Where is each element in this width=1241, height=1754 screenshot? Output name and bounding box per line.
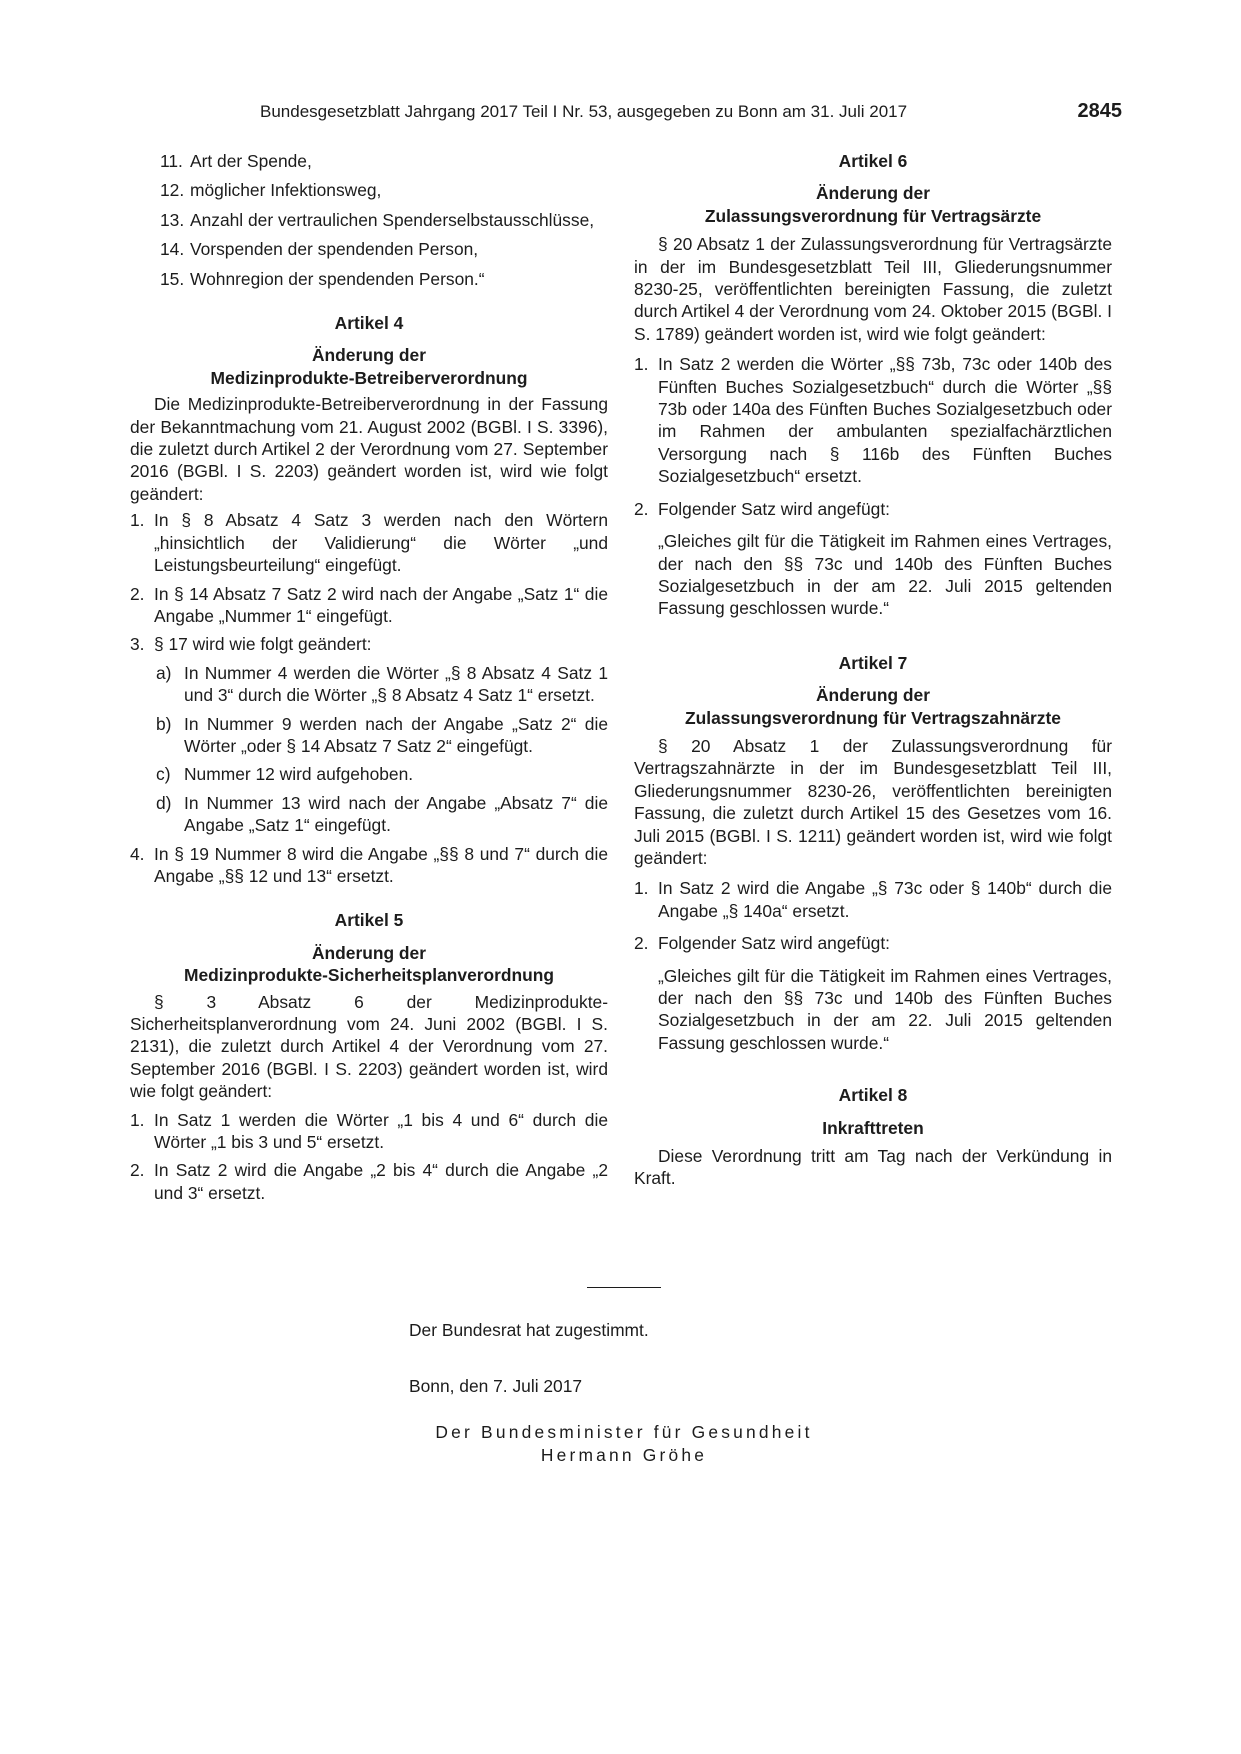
right-column xyxy=(634,150,1112,1190)
bundesrat-consent: Der Bundesrat hat zugestimmt. xyxy=(409,1320,649,1340)
article-heading: Inkrafttreten xyxy=(822,1117,924,1138)
article-5 xyxy=(130,909,608,1204)
article-intro: § 20 Absatz 1 der Zulassungsverordnung für Vertragszahnärzte in der im Bundesgesetzblatt Teil III, Gliederungsnummer 8230-26, veröffentlichten bereinigten Fassung, die zuletzt durch Artikel 15 des Gesetzes vom 16. Juli 2015 (BGBl. I S. 1211) geändert worden ist, wird wie folgt geändert: xyxy=(634,735,1112,868)
article-item xyxy=(130,1159,608,1204)
item-number: 1. xyxy=(634,878,649,899)
article-item xyxy=(634,353,1112,487)
article-title: Artikel 6 xyxy=(838,151,908,171)
article-4 xyxy=(130,312,608,887)
item-text: In Satz 1 werden die Wörter „1 bis 4 und 6“ durch die Wörter „1 bis 3 und 5“ ersetzt. xyxy=(154,1109,608,1153)
page-number: 2845 xyxy=(1077,100,1122,122)
continued-list xyxy=(130,150,608,290)
signer-name: Hermann Gröhe xyxy=(540,1445,708,1465)
subitem-letter: d) xyxy=(156,792,172,813)
subitem-text: In Nummer 13 wird nach der Angabe „Absatz 7“ die Angabe „Satz 1“ eingefügt. xyxy=(184,792,608,836)
item-text: In § 14 Absatz 7 Satz 2 wird nach der Angabe „Satz 1“ die Angabe „Nummer 1“ eingefügt. xyxy=(154,583,608,626)
item-number: 1. xyxy=(130,510,145,531)
article-heading-line1: Änderung der xyxy=(815,183,930,204)
subitem-letter: b) xyxy=(156,713,172,734)
item-number: 2. xyxy=(634,933,649,954)
article-text: Diese Verordnung tritt am Tag nach der Verkündung in Kraft. xyxy=(634,1146,1112,1189)
list-number: 14. xyxy=(160,239,185,260)
subitem-letter: a) xyxy=(156,662,172,683)
article-intro: Die Medizinprodukte-Betreiberverordnung in der Fassung der Bekanntmachung vom 21. August 2002 (BGBl. I S. 3396), die zuletzt durch Artikel 2 der Verordnung vom 27. September 2016 (BGBl. I S. 2203) geändert worden ist, wird wie folgt geändert: xyxy=(130,394,608,504)
item-number: 2. xyxy=(634,498,649,519)
article-subitem xyxy=(130,713,608,758)
article-item xyxy=(130,633,608,655)
list-text: Art der Spende, xyxy=(190,151,312,171)
item-number: 1. xyxy=(130,1109,145,1130)
left-column xyxy=(130,150,608,1204)
list-item xyxy=(130,209,608,231)
item-text: In Satz 2 werden die Wörter „§§ 73b, 73c oder 140b des Fünften Buches Sozialgesetzbuch“ durch die Wörter „§§ 73b oder 140a des Fünften Buches Sozialgesetzbuch oder im Rahmen der ambulanten spezialfachärztlichen Versorgung nach § 116b des Fünften Buches Sozialgesetzbuch“ ersetzt. xyxy=(658,354,1112,487)
list-text: Wohnregion der spendenden Person.“ xyxy=(190,268,485,289)
item-text: Folgender Satz wird angefügt: xyxy=(658,933,891,954)
article-title: Artikel 8 xyxy=(838,1085,908,1106)
article-item xyxy=(130,509,608,576)
article-intro: § 20 Absatz 1 der Zulassungsverordnung für Vertragsärzte in der im Bundesgesetzblatt Teil III, Gliederungsnummer 8230-25, veröffentlichten bereinigten Fassung, die zuletzt durch Artikel 4 der Verordnung vom 24. Oktober 2015 (BGBl. I S. 1789) geändert worden ist, wird wie folgt geändert: xyxy=(634,234,1112,344)
list-item xyxy=(130,238,608,260)
article-subitem xyxy=(130,763,608,785)
article-item xyxy=(130,583,608,628)
article-heading-line2: Zulassungsverordnung für Vertragsärzte xyxy=(704,205,1042,226)
running-header xyxy=(260,100,1122,130)
subitem-text: In Nummer 4 werden die Wörter „§ 8 Absatz 4 Satz 1 und 3“ durch die Wörter „§ 8 Absatz 4 Satz 1“ ersetzt. xyxy=(184,662,608,706)
item-text: In § 8 Absatz 4 Satz 3 werden nach den Wörtern „hinsichtlich der Validierung“ die Wörter „und Leistungsbeurteilung“ eingefügt. xyxy=(154,510,608,576)
article-intro: § 3 Absatz 6 der Medizinprodukte-Sicherheitsplanverordnung vom 24. Juni 2002 (BGBl. I S. 2131), die zuletzt durch Artikel 4 der Verordnung vom 27. September 2016 (BGBl. I S. 2203) geändert worden ist, wird wie folgt geändert: xyxy=(130,991,608,1102)
article-subitem xyxy=(130,662,608,707)
article-heading-line1: Änderung der xyxy=(815,685,930,706)
article-heading-line1: Änderung der xyxy=(311,942,426,963)
header-text: Bundesgesetzblatt Jahrgang 2017 Teil I Nr. 53, ausgegeben zu Bonn am 31. Juli 2017 xyxy=(260,102,908,121)
subitem-letter: c) xyxy=(156,764,171,785)
article-item xyxy=(130,1109,608,1154)
item-number: 1. xyxy=(634,354,649,375)
list-item xyxy=(130,179,608,201)
list-text: Anzahl der vertraulichen Spenderselbstausschlüsse, xyxy=(190,209,595,230)
article-heading-line2: Medizinprodukte-Sicherheitsplanverordnung xyxy=(183,965,555,986)
divider-rule xyxy=(587,1287,661,1288)
list-text: möglicher Infektionsweg, xyxy=(190,180,382,201)
article-heading-line1: Änderung der xyxy=(311,345,426,366)
item-number: 3. xyxy=(130,634,145,655)
place-date: Bonn, den 7. Juli 2017 xyxy=(409,1376,583,1396)
list-number: 11. xyxy=(160,151,183,171)
article-item xyxy=(634,932,1112,954)
article-title: Artikel 7 xyxy=(838,652,908,673)
item-text: Folgender Satz wird angefügt: xyxy=(658,498,891,519)
item-text: § 17 wird wie folgt geändert: xyxy=(154,634,372,655)
article-quote: „Gleiches gilt für die Tätigkeit im Rahmen eines Vertrages, der nach den §§ 73c und 140b des Fünften Buches Sozialgesetzbuch in der am 22. Juli 2015 geltenden Fassung geschlossen wurde.“ xyxy=(658,531,1112,619)
article-quote: „Gleiches gilt für die Tätigkeit im Rahmen eines Vertrages, der nach den §§ 73c und 140b des Fünften Buches Sozialgesetzbuch in der am 22. Juli 2015 geltenden Fassung geschlossen wurde.“ xyxy=(658,965,1112,1053)
item-number: 2. xyxy=(130,583,145,604)
article-6 xyxy=(634,150,1112,620)
item-text: In Satz 2 wird die Angabe „2 bis 4“ durch die Angabe „2 und 3“ ersetzt. xyxy=(154,1160,608,1203)
list-number: 12. xyxy=(160,180,185,201)
article-item xyxy=(634,877,1112,922)
list-number: 13. xyxy=(160,209,185,230)
list-number: 15. xyxy=(160,268,185,289)
article-7 xyxy=(634,652,1112,1055)
article-title: Artikel 4 xyxy=(334,313,404,334)
article-8 xyxy=(634,1084,1112,1190)
article-item xyxy=(634,498,1112,520)
article-title: Artikel 5 xyxy=(334,910,404,931)
subitem-text: Nummer 12 wird aufgehoben. xyxy=(184,764,414,785)
article-heading-line2: Medizinprodukte-Betreiberverordnung xyxy=(210,367,528,388)
subitem-text: In Nummer 9 werden nach der Angabe „Satz 2“ die Wörter „oder § 14 Absatz 7 Satz 2“ eingefügt. xyxy=(184,713,608,756)
article-subitem xyxy=(130,792,608,837)
list-item xyxy=(130,268,608,290)
item-number: 4. xyxy=(130,843,145,864)
signer-title: Der Bundesminister für Gesundheit xyxy=(435,1422,813,1442)
article-item xyxy=(130,843,608,888)
item-text: In § 19 Nummer 8 wird die Angabe „§§ 8 und 7“ durch die Angabe „§§ 12 und 13“ ersetzt. xyxy=(154,843,608,886)
item-number: 2. xyxy=(130,1160,145,1181)
item-text: In Satz 2 wird die Angabe „§ 73c oder § 140b“ durch die Angabe „§ 140a“ ersetzt. xyxy=(658,878,1112,921)
list-text: Vorspenden der spendenden Person, xyxy=(190,239,479,260)
article-heading-line2: Zulassungsverordnung für Vertragszahnärzte xyxy=(685,707,1061,728)
list-item xyxy=(130,150,608,172)
